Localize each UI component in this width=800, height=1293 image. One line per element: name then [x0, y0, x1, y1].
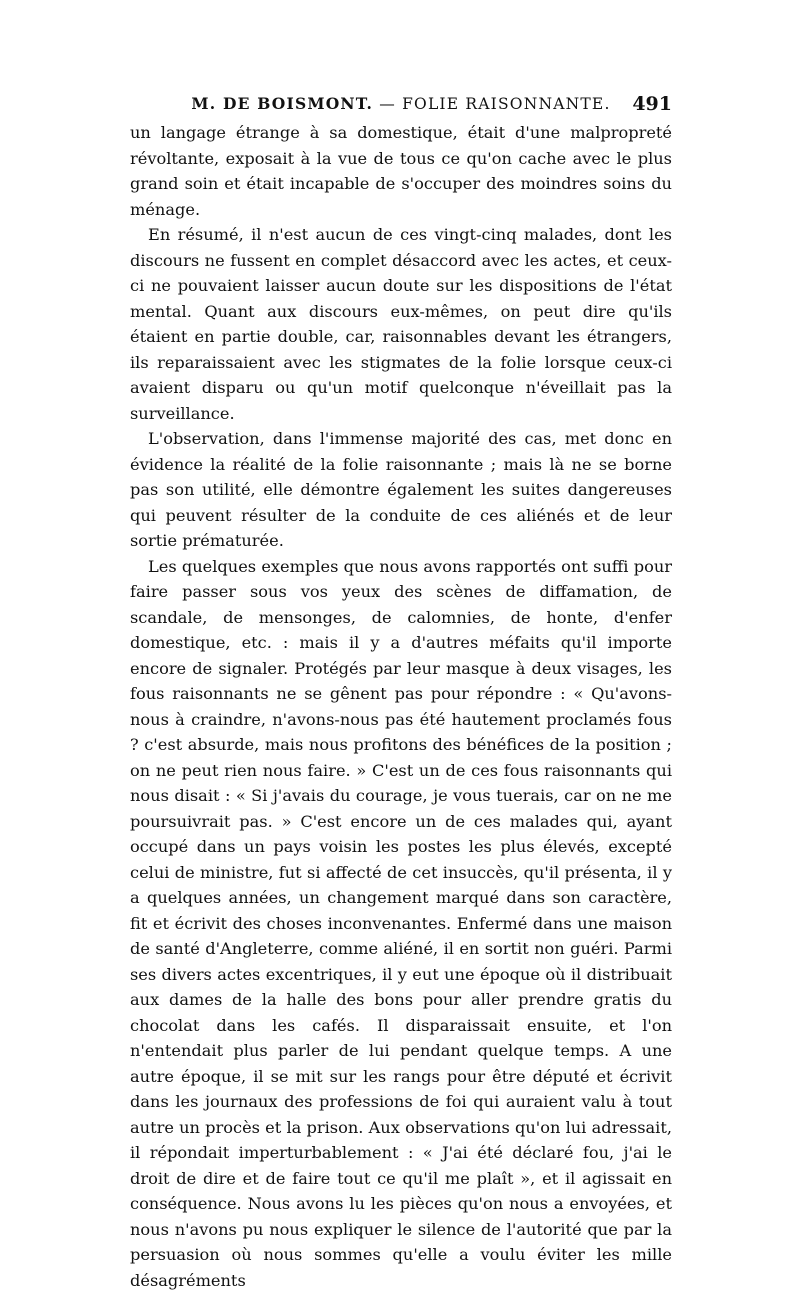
paragraph-summary: En résumé, il n'est aucun de ces vingt-cinq malades, dont les discours ne fussent en complet désaccord avec les actes, et ceux-ci ne pouvaient laisser aucun doute sur les dispositions de l'état mental. Quant aux discours eux-mêmes, on peut dire qu'ils étaient en partie double, car, raisonnables devant les étrangers, ils reparaissaient avec les stigmates de la folie lorsque ceux-ci avaient disparu ou qu'un motif quelconque n'éveillait pas la surveillance.: [130, 222, 672, 426]
running-head-author: M. DE BOISMONT.: [191, 94, 373, 113]
paragraph-examples: Les quelques exemples que nous avons rapportés ont suffi pour faire passer sous vos yeux des scènes de diffamation, de scandale, de mensonges, de calomnies, de honte, d'enfer domestique, etc. : mais il y a d'autres méfaits qu'il importe encore de signaler. Protégés par leur masque à deux visages, les fous raisonnants ne se gênent pas pour répondre : « Qu'avons-nous à craindre, n'avons-nous pas été hautement proclamés fous ? c'est absurde, mais nous profitons des bénéfices de la position ; on ne peut rien nous faire. » C'est un de ces fous raisonnants qui nous disait : « Si j'avais du courage, je vous tuerais, car on ne me poursuivrait pas. » C'est encore un de ces malades qui, ayant occupé dans un pays voisin les postes les plus élevés, excepté celui de ministre, fut si affecté de cet insuccès, qu'il présenta, il y a quelques années, un changement marqué dans son caractère, fit et écrivit des choses inconvenantes. Enfermé dans une maison de santé d'Angleterre, comme aliéné, il en sortit non guéri. Parmi ses divers actes excentriques, il y eut une époque où il distribuait aux dames de la halle des bons pour aller prendre gratis du chocolat dans les cafés. Il disparaissait ensuite, et l'on n'entendait plus parler de lui pendant quelque temps. A une autre époque, il se mit sur les rangs pour être député et écrivit dans les journaux des professions de foi qui auraient valu à tout autre un procès et la prison. Aux observations qu'on lui adressait, il répondait imperturbablement : « J'ai été déclaré fou, j'ai le droit de dire et de faire tout ce qu'il me plaît », et il agissait en conséquence. Nous avons lu les pièces qu'on nous a envoyées, et nous n'avons pu nous expliquer le silence de l'autorité que par la persuasion où nous sommes qu'elle a voulu éviter les mille désagréments: [130, 554, 672, 1293]
paragraph-continued: un langage étrange à sa domestique, était d'une malpropreté révoltante, exposait à la vue de tous ce qu'on cache avec le plus grand soin et était incapable de s'occuper des moindres soins du ménage.: [130, 120, 672, 222]
running-head: [130, 88, 672, 120]
running-head-title: FOLIE RAISONNANTE.: [402, 95, 611, 113]
page-number: 491: [632, 88, 672, 120]
body-text: [130, 120, 672, 1293]
running-head-separator: —: [373, 95, 402, 113]
paragraph-observation: L'observation, dans l'immense majorité des cas, met donc en évidence la réalité de la folie raisonnante ; mais là ne se borne pas son utilité, elle démontre également les suites dangereuses qui peuvent résulter de la conduite de ces aliénés et de leur sortie prématurée.: [130, 426, 672, 554]
book-page: [130, 88, 672, 1293]
